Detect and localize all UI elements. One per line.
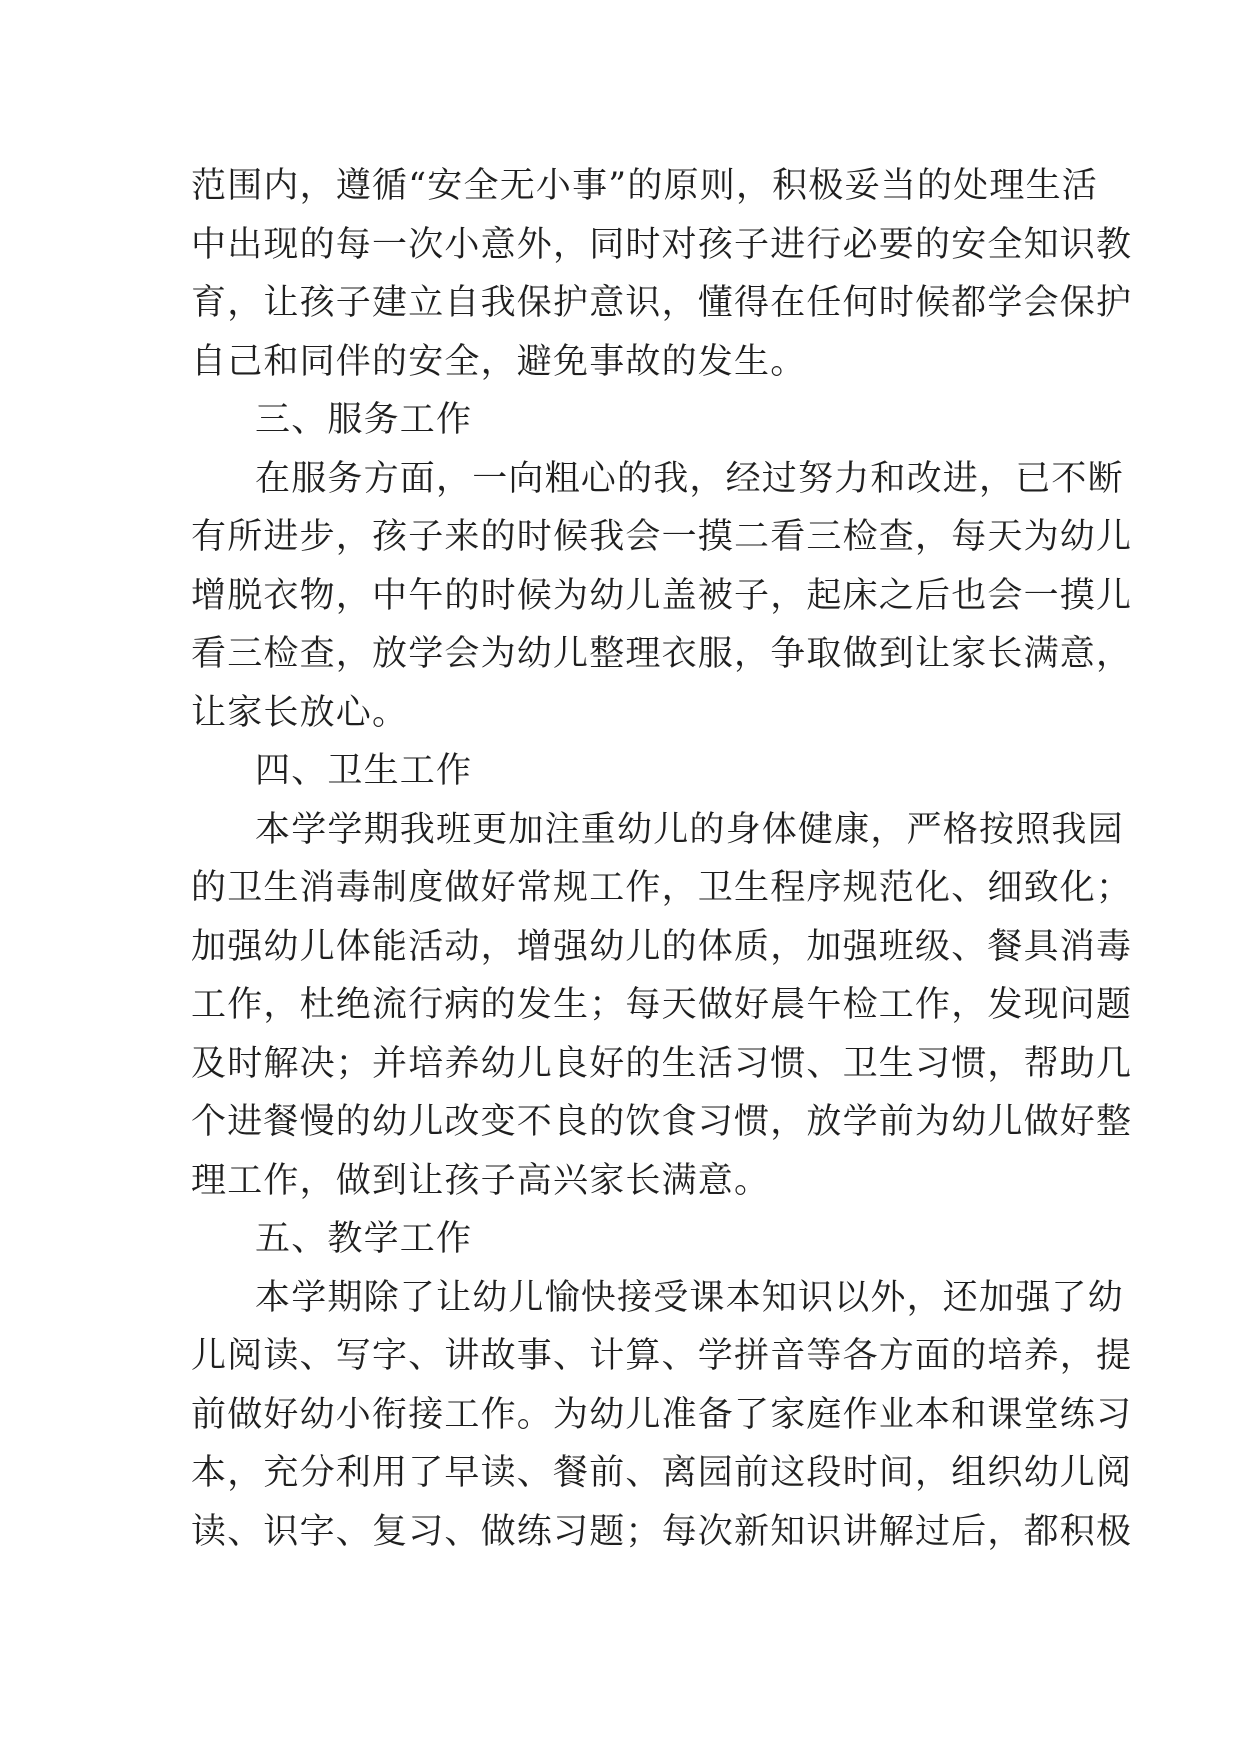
section-heading: 三、服务工作 bbox=[255, 400, 473, 440]
text-line: 有所进步，孩子来的时候我会一摸二看三检查，每天为幼儿 bbox=[191, 517, 1133, 557]
text-line: 前做好幼小衔接工作。为幼儿准备了家庭作业本和课堂练习 bbox=[191, 1394, 1133, 1435]
text-line: 读、识字、复习、做练习题；每次新知识讲解过后，都积极 bbox=[191, 1511, 1133, 1552]
text-line: 的卫生消毒制度做好常规工作，卫生程序规范化、细致化； bbox=[191, 868, 1133, 908]
paragraph-first-line: 在服务方面，一向粗心的我，经过努力和改进，已不断 bbox=[255, 458, 1124, 499]
text-line: 范围内，遵循“安全无小事”的原则，积极妥当的处理生活 bbox=[191, 166, 1098, 206]
section-heading: 五、教学工作 bbox=[255, 1219, 473, 1259]
paragraph-first-line: 本学学期我班更加注重幼儿的身体健康，严格按照我园 bbox=[255, 809, 1124, 850]
text-line: 儿阅读、写字、讲故事、计算、学拼音等各方面的培养，提 bbox=[191, 1336, 1133, 1376]
paragraph-first-line: 本学期除了让幼儿愉快接受课本知识以外，还加强了幼 bbox=[255, 1277, 1124, 1318]
text-line: 中出现的每一次小意外，同时对孩子进行必要的安全知识教 bbox=[191, 224, 1133, 265]
text-line: 及时解决；并培养幼儿良好的生活习惯、卫生习惯，帮助几 bbox=[191, 1043, 1133, 1084]
text-line: 加强幼儿体能活动，增强幼儿的体质，加强班级、餐具消毒 bbox=[191, 926, 1133, 967]
text-line: 育，让孩子建立自我保护意识，懂得在任何时候都学会保护 bbox=[191, 283, 1133, 323]
text-line: 个进餐慢的幼儿改变不良的饮食习惯，放学前为幼儿做好整 bbox=[191, 1102, 1133, 1142]
text-line: 工作，杜绝流行病的发生；每天做好晨午检工作，发现问题 bbox=[191, 985, 1133, 1025]
section-heading: 四、卫生工作 bbox=[255, 751, 473, 791]
document-page bbox=[191, 157, 1133, 1561]
text-line: 理工作，做到让孩子高兴家长满意。 bbox=[191, 1160, 771, 1201]
text-line: 看三检查，放学会为幼儿整理衣服，争取做到让家长满意， bbox=[191, 634, 1133, 674]
text-line: 增脱衣物，中午的时候为幼儿盖被子，起床之后也会一摸儿 bbox=[191, 575, 1133, 616]
text-line: 本，充分利用了早读、餐前、离园前这段时间，组织幼儿阅 bbox=[191, 1453, 1133, 1493]
text-line: 让家长放心。 bbox=[191, 692, 409, 733]
text-line: 自己和同伴的安全，避免事故的发生。 bbox=[191, 341, 807, 382]
